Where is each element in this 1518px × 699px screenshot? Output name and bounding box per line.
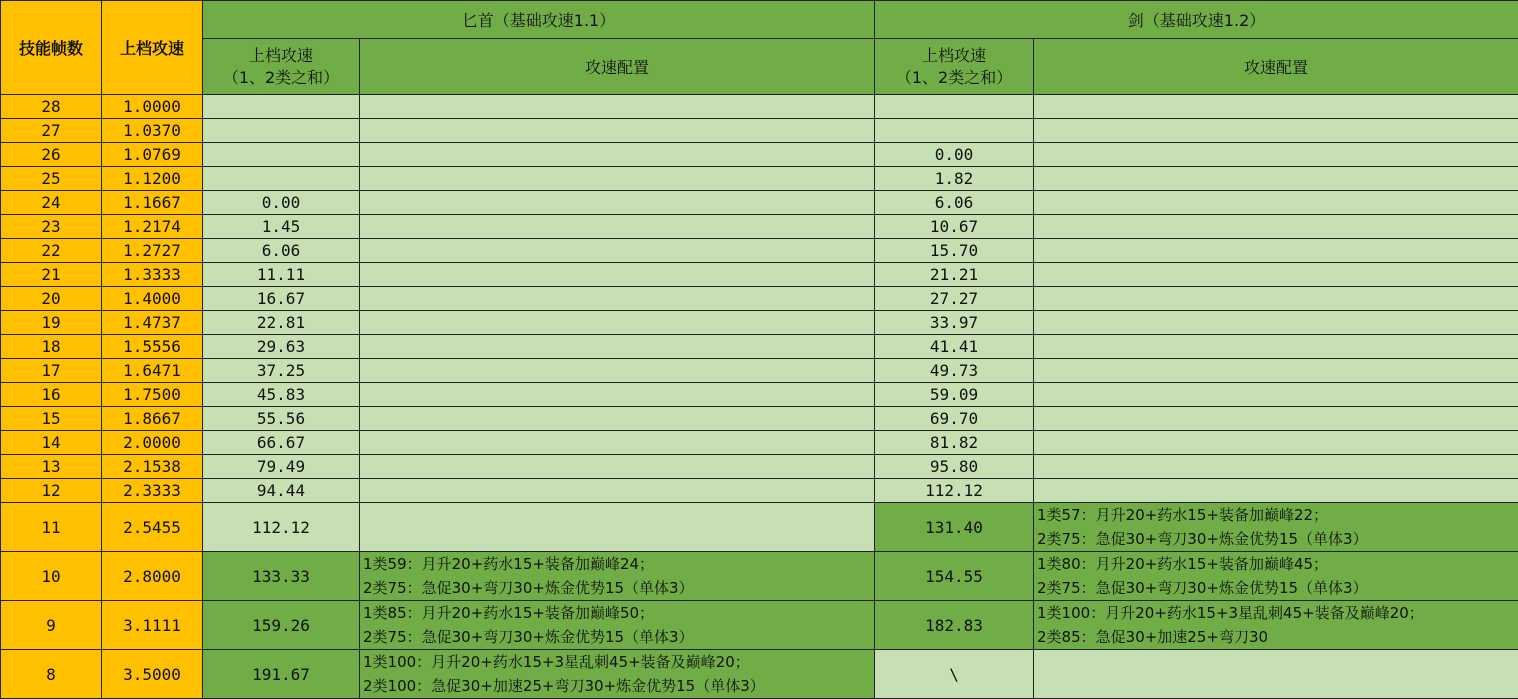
dagger-speed-cell bbox=[203, 167, 360, 191]
frames-cell: 26 bbox=[1, 143, 102, 167]
header-sword-config: 攻速配置 bbox=[1034, 39, 1518, 95]
config-line: 2类75：急促30+弯刀30+炼金优势15（单体3） bbox=[363, 576, 874, 600]
sword-config-cell bbox=[1034, 479, 1518, 503]
sword-config-cell bbox=[1034, 359, 1518, 383]
dagger-speed-cell: 79.49 bbox=[203, 455, 360, 479]
sword-speed-cell: 10.67 bbox=[875, 215, 1034, 239]
sword-speed-cell: 41.41 bbox=[875, 335, 1034, 359]
sword-config-cell bbox=[1034, 503, 1518, 552]
dagger-speed-cell: 11.11 bbox=[203, 263, 360, 287]
sword-speed-cell: 131.40 bbox=[875, 503, 1034, 552]
base-speed-cell: 1.1667 bbox=[102, 191, 203, 215]
header-base-speed: 上档攻速 bbox=[102, 1, 203, 95]
dagger-config-cell bbox=[360, 650, 875, 699]
dagger-config-cell bbox=[360, 455, 875, 479]
table-row bbox=[1, 383, 1518, 407]
dagger-config-cell bbox=[360, 552, 875, 601]
dagger-config-cell bbox=[360, 601, 875, 650]
sword-speed-cell: 59.09 bbox=[875, 383, 1034, 407]
table-row bbox=[1, 191, 1518, 215]
table-row bbox=[1, 215, 1518, 239]
dagger-config-cell bbox=[360, 239, 875, 263]
base-speed-cell: 1.0769 bbox=[102, 143, 203, 167]
sword-config-cell bbox=[1034, 287, 1518, 311]
dagger-speed-cell bbox=[203, 95, 360, 119]
frames-cell: 20 bbox=[1, 287, 102, 311]
dagger-speed-cell: 22.81 bbox=[203, 311, 360, 335]
base-speed-cell: 1.3333 bbox=[102, 263, 203, 287]
frames-cell: 17 bbox=[1, 359, 102, 383]
dagger-config-cell bbox=[360, 359, 875, 383]
base-speed-cell: 1.8667 bbox=[102, 407, 203, 431]
config-line: 1类100：月升20+药水15+3星乱刺45+装备及巅峰20； bbox=[1037, 601, 1518, 625]
frames-cell: 22 bbox=[1, 239, 102, 263]
sword-speed-cell: 182.83 bbox=[875, 601, 1034, 650]
frames-cell: 15 bbox=[1, 407, 102, 431]
table-row bbox=[1, 287, 1518, 311]
frames-cell: 11 bbox=[1, 503, 102, 552]
header-frames: 技能帧数 bbox=[1, 1, 102, 95]
header-speed-line2: （1、2类之和） bbox=[203, 67, 359, 89]
header-dagger-speed bbox=[203, 39, 360, 95]
base-speed-cell: 1.0370 bbox=[102, 119, 203, 143]
sword-config-cell bbox=[1034, 143, 1518, 167]
config-line: 1类57：月升20+药水15+装备加巅峰22； bbox=[1037, 503, 1518, 527]
dagger-speed-cell: 0.00 bbox=[203, 191, 360, 215]
table-row bbox=[1, 311, 1518, 335]
sword-speed-cell bbox=[875, 119, 1034, 143]
dagger-speed-cell: 1.45 bbox=[203, 215, 360, 239]
dagger-config-cell bbox=[360, 503, 875, 552]
config-line: 1类100：月升20+药水15+3星乱刺45+装备及巅峰20； bbox=[363, 650, 874, 674]
base-speed-cell: 3.5000 bbox=[102, 650, 203, 699]
dagger-speed-cell: 16.67 bbox=[203, 287, 360, 311]
dagger-speed-cell: 45.83 bbox=[203, 383, 360, 407]
base-speed-cell: 2.1538 bbox=[102, 455, 203, 479]
dagger-speed-cell: 94.44 bbox=[203, 479, 360, 503]
config-line: 2类75：急促30+弯刀30+炼金优势15（单体3） bbox=[1037, 576, 1518, 600]
header-dagger-group: 匕首（基础攻速1.1） bbox=[203, 1, 875, 39]
dagger-config-cell bbox=[360, 383, 875, 407]
sword-speed-cell: 6.06 bbox=[875, 191, 1034, 215]
table-row bbox=[1, 407, 1518, 431]
sword-speed-cell: 154.55 bbox=[875, 552, 1034, 601]
base-speed-cell: 2.0000 bbox=[102, 431, 203, 455]
sword-config-cell bbox=[1034, 167, 1518, 191]
frames-cell: 21 bbox=[1, 263, 102, 287]
sword-config-cell bbox=[1034, 383, 1518, 407]
base-speed-cell: 2.5455 bbox=[102, 503, 203, 552]
dagger-speed-cell: 6.06 bbox=[203, 239, 360, 263]
dagger-config-cell bbox=[360, 431, 875, 455]
frames-cell: 28 bbox=[1, 95, 102, 119]
table-row bbox=[1, 552, 1518, 601]
sword-config-cell bbox=[1034, 455, 1518, 479]
dagger-config-cell bbox=[360, 215, 875, 239]
dagger-speed-cell: 191.67 bbox=[203, 650, 360, 699]
frames-cell: 9 bbox=[1, 601, 102, 650]
table-row bbox=[1, 167, 1518, 191]
sword-speed-cell: 27.27 bbox=[875, 287, 1034, 311]
dagger-speed-cell: 159.26 bbox=[203, 601, 360, 650]
frames-cell: 12 bbox=[1, 479, 102, 503]
dagger-speed-cell: 55.56 bbox=[203, 407, 360, 431]
frames-cell: 14 bbox=[1, 431, 102, 455]
header-sword-group: 剑（基础攻速1.2） bbox=[875, 1, 1518, 39]
frames-cell: 23 bbox=[1, 215, 102, 239]
dagger-speed-cell bbox=[203, 119, 360, 143]
sword-config-cell bbox=[1034, 191, 1518, 215]
table-row bbox=[1, 431, 1518, 455]
frames-cell: 8 bbox=[1, 650, 102, 699]
dagger-config-cell bbox=[360, 191, 875, 215]
base-speed-cell: 1.7500 bbox=[102, 383, 203, 407]
sword-speed-cell: 69.70 bbox=[875, 407, 1034, 431]
frames-cell: 25 bbox=[1, 167, 102, 191]
frames-cell: 13 bbox=[1, 455, 102, 479]
sword-speed-cell: 21.21 bbox=[875, 263, 1034, 287]
table-row bbox=[1, 650, 1518, 699]
sword-config-cell bbox=[1034, 311, 1518, 335]
sword-speed-cell: 1.82 bbox=[875, 167, 1034, 191]
base-speed-cell: 1.2727 bbox=[102, 239, 203, 263]
dagger-config-cell bbox=[360, 263, 875, 287]
header-dagger-config: 攻速配置 bbox=[360, 39, 875, 95]
sword-speed-cell: 0.00 bbox=[875, 143, 1034, 167]
config-line: 2类75：急促30+弯刀30+炼金优势15（单体3） bbox=[1037, 527, 1518, 551]
frames-cell: 19 bbox=[1, 311, 102, 335]
dagger-config-cell bbox=[360, 143, 875, 167]
config-line: 1类59：月升20+药水15+装备加巅峰24； bbox=[363, 552, 874, 576]
base-speed-cell: 1.4737 bbox=[102, 311, 203, 335]
sword-config-cell bbox=[1034, 215, 1518, 239]
sword-config-cell bbox=[1034, 601, 1518, 650]
dagger-config-cell bbox=[360, 167, 875, 191]
config-line: 2类75：急促30+弯刀30+炼金优势15（单体3） bbox=[363, 625, 874, 649]
header-speed-line1: 上档攻速 bbox=[203, 45, 359, 67]
base-speed-cell: 1.1200 bbox=[102, 167, 203, 191]
frames-cell: 27 bbox=[1, 119, 102, 143]
dagger-config-cell bbox=[360, 287, 875, 311]
table-row bbox=[1, 601, 1518, 650]
sword-config-cell bbox=[1034, 552, 1518, 601]
table-row bbox=[1, 239, 1518, 263]
frames-cell: 24 bbox=[1, 191, 102, 215]
dagger-speed-cell: 37.25 bbox=[203, 359, 360, 383]
table-row bbox=[1, 479, 1518, 503]
sword-config-cell bbox=[1034, 650, 1518, 699]
table-row bbox=[1, 263, 1518, 287]
base-speed-cell: 2.8000 bbox=[102, 552, 203, 601]
header-speed-line1: 上档攻速 bbox=[875, 45, 1033, 67]
dagger-config-cell bbox=[360, 335, 875, 359]
table-row bbox=[1, 119, 1518, 143]
base-speed-cell: 3.1111 bbox=[102, 601, 203, 650]
config-line: 2类85：急促30+加速25+弯刀30 bbox=[1037, 625, 1518, 649]
sword-speed-cell: 33.97 bbox=[875, 311, 1034, 335]
sword-speed-cell: 15.70 bbox=[875, 239, 1034, 263]
sword-config-cell bbox=[1034, 95, 1518, 119]
config-line: 2类100：急促30+加速25+弯刀30+炼金优势15（单体3） bbox=[363, 674, 874, 698]
sword-config-cell bbox=[1034, 407, 1518, 431]
table-row bbox=[1, 143, 1518, 167]
sword-speed-cell: 112.12 bbox=[875, 479, 1034, 503]
sword-config-cell bbox=[1034, 263, 1518, 287]
base-speed-cell: 1.6471 bbox=[102, 359, 203, 383]
dagger-speed-cell bbox=[203, 143, 360, 167]
config-line: 1类80：月升20+药水15+装备加巅峰45； bbox=[1037, 552, 1518, 576]
frames-cell: 16 bbox=[1, 383, 102, 407]
dagger-config-cell bbox=[360, 479, 875, 503]
base-speed-cell: 1.0000 bbox=[102, 95, 203, 119]
dagger-config-cell bbox=[360, 407, 875, 431]
dagger-speed-cell: 133.33 bbox=[203, 552, 360, 601]
base-speed-cell: 1.2174 bbox=[102, 215, 203, 239]
header-speed-line2: （1、2类之和） bbox=[875, 67, 1033, 89]
dagger-config-cell bbox=[360, 311, 875, 335]
sword-config-cell bbox=[1034, 239, 1518, 263]
sword-config-cell bbox=[1034, 431, 1518, 455]
sword-config-cell bbox=[1034, 119, 1518, 143]
base-speed-cell: 1.5556 bbox=[102, 335, 203, 359]
sword-speed-cell: 49.73 bbox=[875, 359, 1034, 383]
sword-config-cell bbox=[1034, 335, 1518, 359]
dagger-speed-cell: 66.67 bbox=[203, 431, 360, 455]
frames-cell: 10 bbox=[1, 552, 102, 601]
table-row bbox=[1, 503, 1518, 552]
sword-speed-cell: \ bbox=[875, 650, 1034, 699]
dagger-speed-cell: 29.63 bbox=[203, 335, 360, 359]
base-speed-cell: 2.3333 bbox=[102, 479, 203, 503]
base-speed-cell: 1.4000 bbox=[102, 287, 203, 311]
table-row bbox=[1, 95, 1518, 119]
dagger-config-cell bbox=[360, 119, 875, 143]
sword-speed-cell bbox=[875, 95, 1034, 119]
header-sword-speed bbox=[875, 39, 1034, 95]
table-row bbox=[1, 335, 1518, 359]
table-row bbox=[1, 359, 1518, 383]
sword-speed-cell: 95.80 bbox=[875, 455, 1034, 479]
frames-cell: 18 bbox=[1, 335, 102, 359]
dagger-config-cell bbox=[360, 95, 875, 119]
config-line: 1类85：月升20+药水15+装备加巅峰50； bbox=[363, 601, 874, 625]
table-row bbox=[1, 455, 1518, 479]
dagger-speed-cell: 112.12 bbox=[203, 503, 360, 552]
sword-speed-cell: 81.82 bbox=[875, 431, 1034, 455]
table-body bbox=[1, 95, 1518, 699]
